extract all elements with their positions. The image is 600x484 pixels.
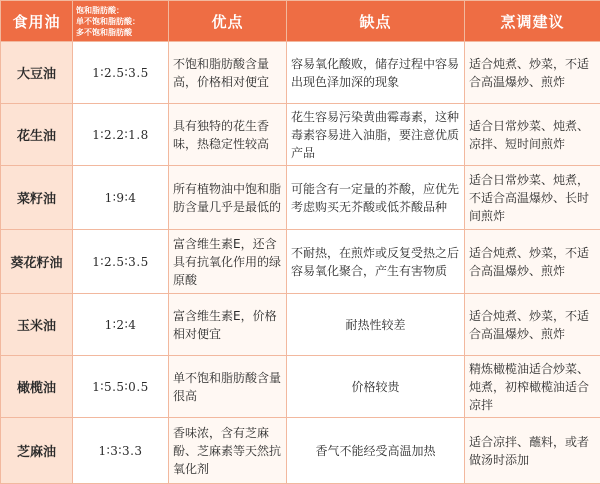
table-row bbox=[1, 230, 600, 294]
disadvantages-cell: 耐热性较差 bbox=[287, 294, 465, 356]
oil-name-cell: 橄榄油 bbox=[1, 356, 73, 418]
disadvantages-cell: 香气不能经受高温加热 bbox=[287, 418, 465, 484]
table-header-row bbox=[1, 1, 600, 42]
suggestion-cell: 适合炖煮、炒菜，不适合高温爆炒、煎炸 bbox=[465, 42, 600, 104]
ratio-cell: 1∶3∶3.3 bbox=[73, 418, 169, 484]
ratio-cell: 1∶2.5∶3.5 bbox=[73, 230, 169, 294]
oil-name-cell: 玉米油 bbox=[1, 294, 73, 356]
disadvantages-cell: 花生容易污染黄曲霉毒素，这种毒素容易进入油脂，要注意优质产品 bbox=[287, 104, 465, 166]
advantages-cell: 富含维生素E，还含具有抗氧化作用的绿原酸 bbox=[169, 230, 287, 294]
ratio-cell: 1∶5.5∶0.5 bbox=[73, 356, 169, 418]
disadvantages-cell: 可能含有一定量的芥酸，应优先考虑购买无芥酸或低芥酸品种 bbox=[287, 166, 465, 230]
header-fatty-acid-ratio bbox=[73, 1, 169, 42]
suggestion-cell: 适合炖煮、炒菜，不适合高温爆炒、煎炸 bbox=[465, 294, 600, 356]
header-ratio-line-2: 单不饱和脂肪酸： bbox=[76, 16, 165, 27]
advantages-cell: 单不饱和脂肪酸含量很高 bbox=[169, 356, 287, 418]
oil-name-cell: 花生油 bbox=[1, 104, 73, 166]
header-advantages: 优点 bbox=[169, 1, 287, 42]
table-row bbox=[1, 294, 600, 356]
header-ratio-line-1: 饱和脂肪酸： bbox=[76, 5, 165, 16]
header-disadvantages: 缺点 bbox=[287, 1, 465, 42]
suggestion-cell: 适合凉拌、蘸料，或者做汤时添加 bbox=[465, 418, 600, 484]
oil-name-cell: 大豆油 bbox=[1, 42, 73, 104]
table-row bbox=[1, 104, 600, 166]
ratio-cell: 1∶2∶4 bbox=[73, 294, 169, 356]
disadvantages-cell: 容易氧化酸败，储存过程中容易出现色泽加深的现象 bbox=[287, 42, 465, 104]
ratio-cell: 1∶2.2∶1.8 bbox=[73, 104, 169, 166]
advantages-cell: 香味浓，含有芝麻酚、芝麻素等天然抗氧化剂 bbox=[169, 418, 287, 484]
disadvantages-cell: 价格较贵 bbox=[287, 356, 465, 418]
header-suggestion: 烹调建议 bbox=[465, 1, 600, 42]
table-row bbox=[1, 418, 600, 484]
advantages-cell: 具有独特的花生香味，热稳定性较高 bbox=[169, 104, 287, 166]
advantages-cell: 富含维生素E，价格相对便宜 bbox=[169, 294, 287, 356]
oil-name-cell: 芝麻油 bbox=[1, 418, 73, 484]
suggestion-cell: 适合日常炒菜、炖煮、凉拌、短时间煎炸 bbox=[465, 104, 600, 166]
header-ratio-line-3: 多不饱和脂肪酸 bbox=[76, 27, 165, 38]
oil-name-cell: 葵花籽油 bbox=[1, 230, 73, 294]
header-oil: 食用油 bbox=[1, 1, 73, 42]
table-row bbox=[1, 42, 600, 104]
suggestion-cell: 适合炖煮、炒菜，不适合高温爆炒、煎炸 bbox=[465, 230, 600, 294]
advantages-cell: 不饱和脂肪酸含量高，价格相对便宜 bbox=[169, 42, 287, 104]
disadvantages-cell: 不耐热，在煎炸或反复受热之后容易氧化聚合，产生有害物质 bbox=[287, 230, 465, 294]
table-row bbox=[1, 166, 600, 230]
suggestion-cell: 精炼橄榄油适合炒菜、炖煮，初榨橄榄油适合凉拌 bbox=[465, 356, 600, 418]
ratio-cell: 1∶9∶4 bbox=[73, 166, 169, 230]
oil-name-cell: 菜籽油 bbox=[1, 166, 73, 230]
advantages-cell: 所有植物油中饱和脂肪含量几乎是最低的 bbox=[169, 166, 287, 230]
ratio-cell: 1∶2.5∶3.5 bbox=[73, 42, 169, 104]
suggestion-cell: 适合日常炒菜、炖煮，不适合高温爆炒、长时间煎炸 bbox=[465, 166, 600, 230]
table-row bbox=[1, 356, 600, 418]
